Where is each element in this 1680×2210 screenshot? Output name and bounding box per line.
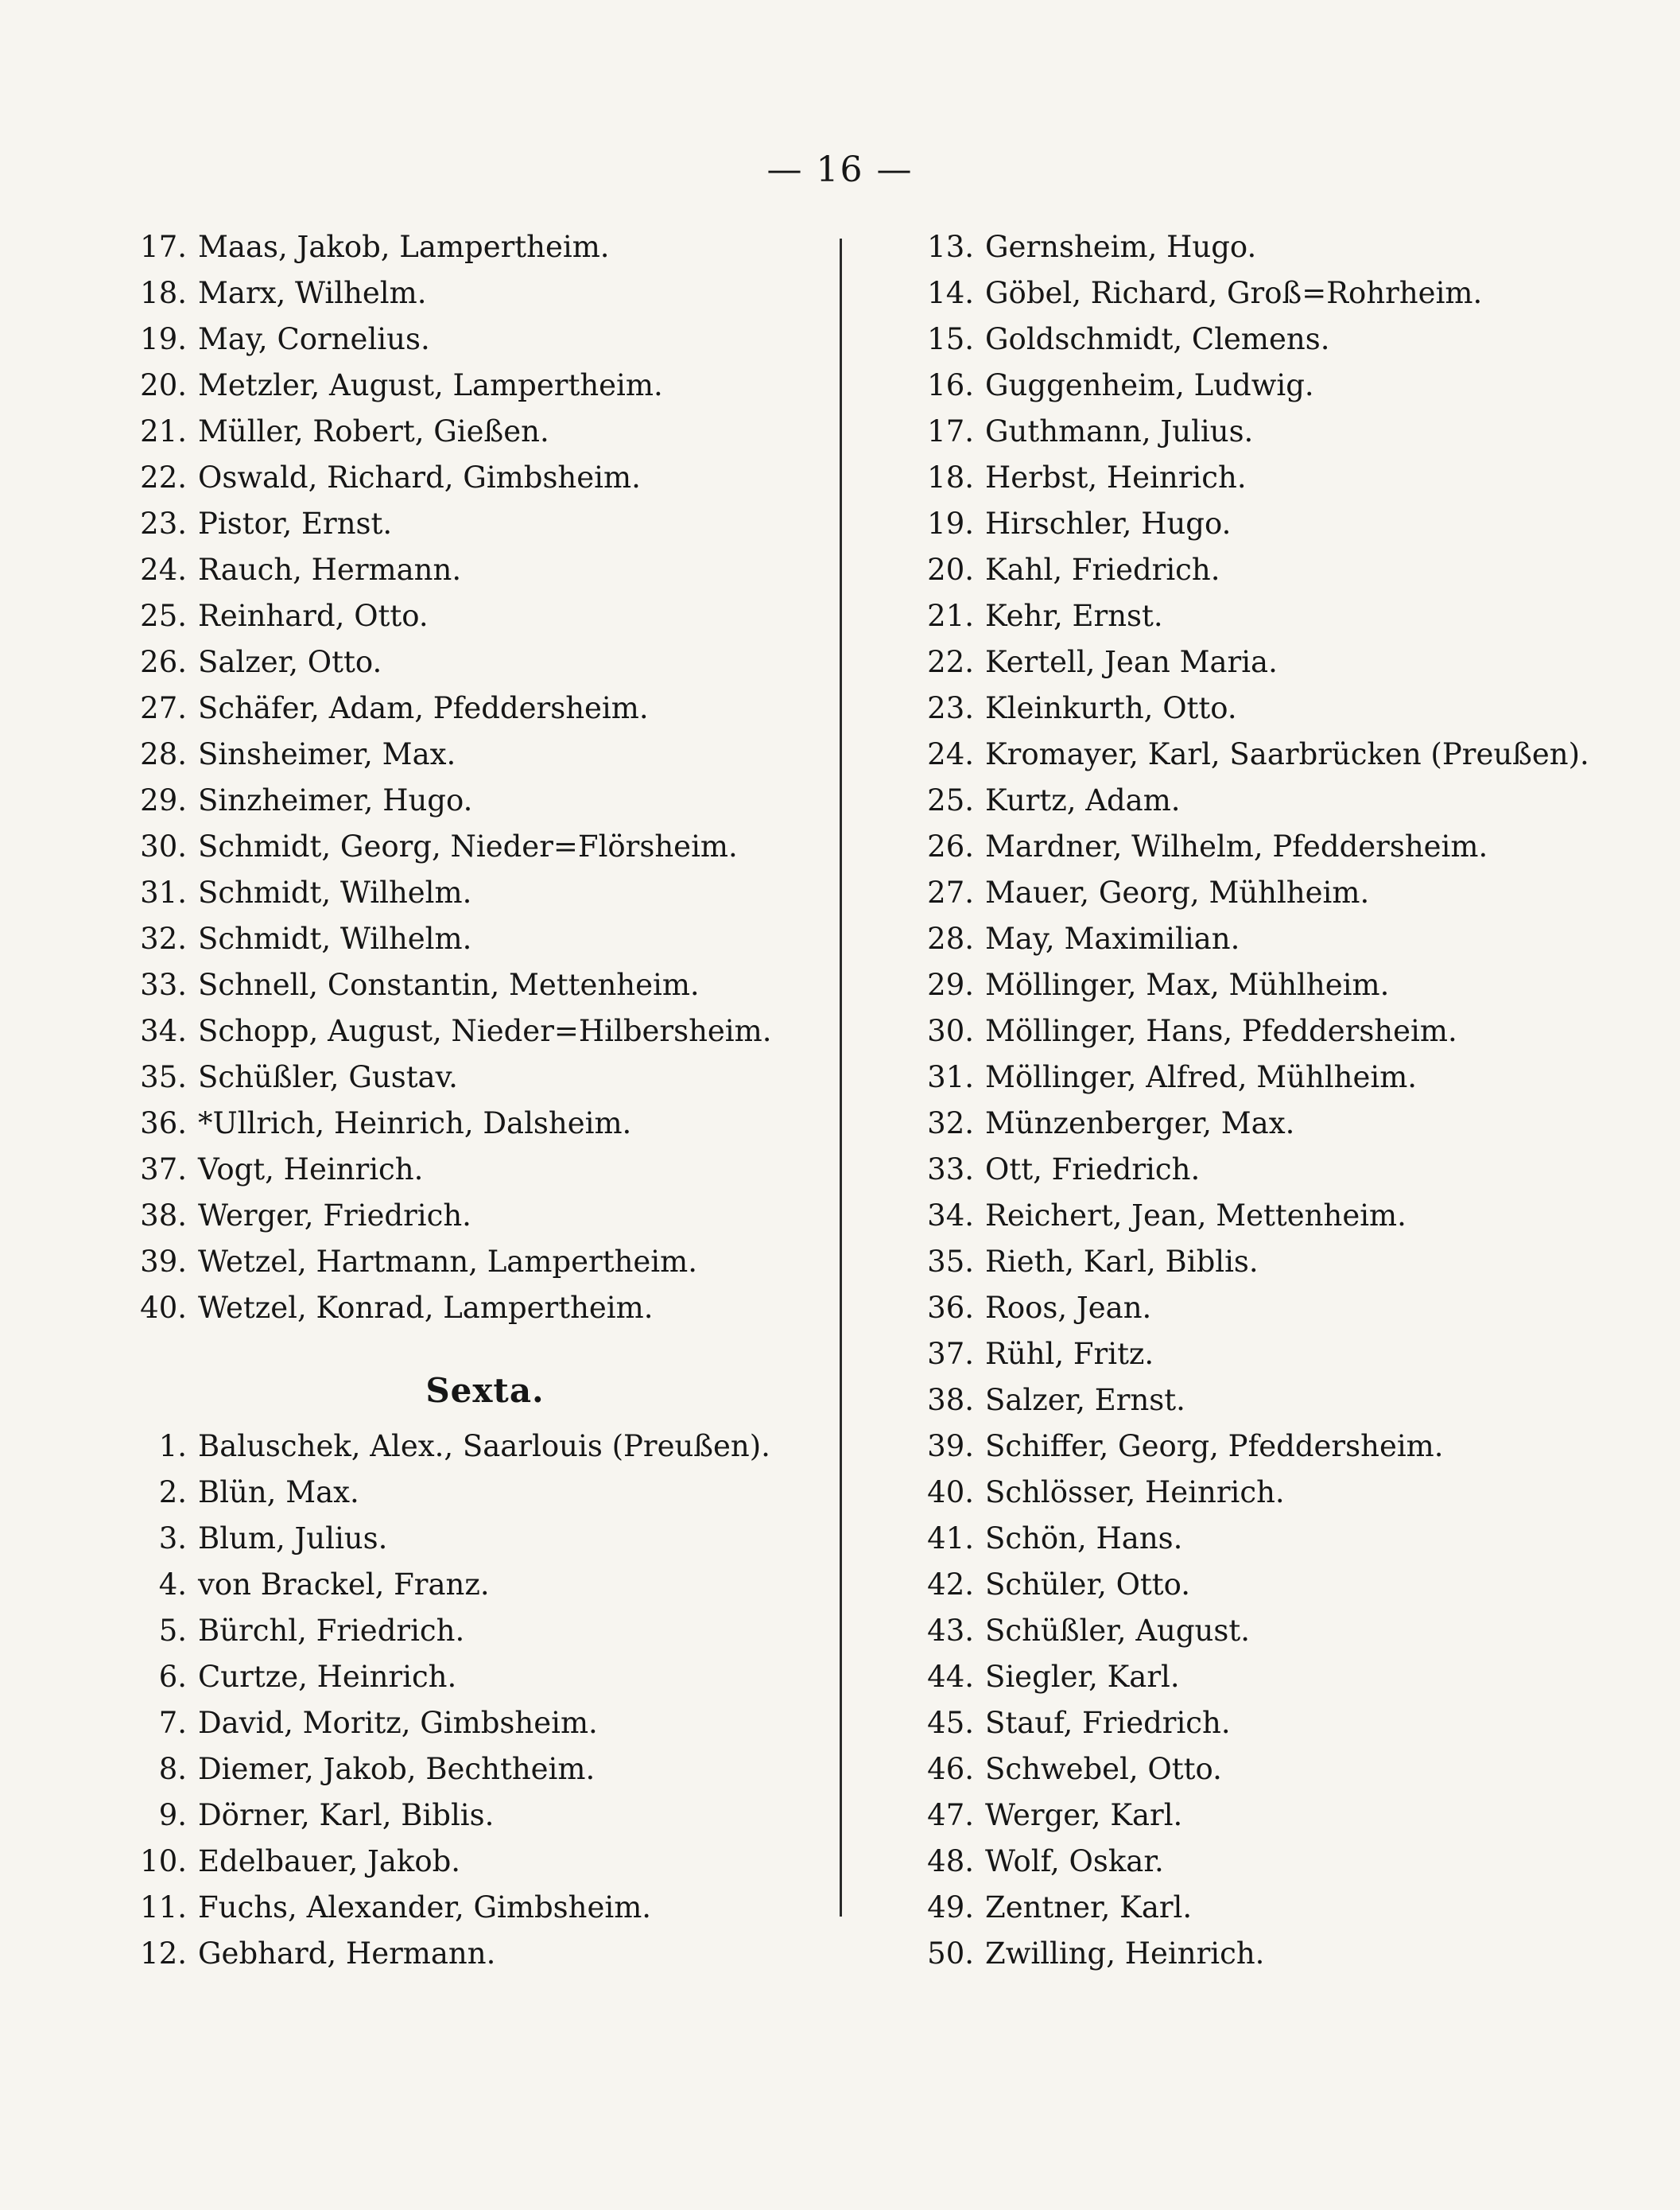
left-entry-list-top [119,224,819,1331]
entry-name: Schopp, August, Nieder=Hilbersheim. [198,1014,772,1048]
list-item [906,501,1654,547]
entry-name: Schäfer, Adam, Pfeddersheim. [198,691,649,725]
entry-number: 17. [927,414,974,449]
list-item [119,1746,819,1792]
list-item [906,1792,1654,1839]
entry-number: 19. [927,507,974,541]
list-item [119,1101,819,1147]
entry-number: 4. [158,1567,187,1602]
entry-number: 18. [927,460,974,495]
list-item [119,686,819,732]
list-item [906,1423,1654,1470]
list-item [906,1885,1654,1931]
entry-number: 6. [158,1660,187,1694]
list-item [906,455,1654,501]
list-item [119,962,819,1008]
entry-name: Goldschmidt, Clemens. [985,322,1330,356]
list-item [119,501,819,547]
entry-number: 30. [927,1014,974,1048]
list-item [119,639,819,686]
entry-number: 5. [158,1614,187,1648]
entry-number: 43. [927,1614,974,1648]
entry-name: Diemer, Jakob, Bechtheim. [198,1752,596,1786]
right-entry-list [906,224,1654,1977]
entry-name: Schüßler, August. [985,1614,1250,1648]
entry-name: Schüler, Otto. [985,1567,1191,1602]
list-item [119,363,819,409]
list-item [119,1654,819,1700]
list-item [906,962,1654,1008]
list-item [119,1470,819,1516]
entry-name: Rauch, Hermann. [198,553,462,587]
entry-name: Göbel, Richard, Groß=Rohrheim. [985,276,1483,310]
entry-number: 37. [927,1337,974,1371]
list-item [119,1055,819,1101]
list-item [906,686,1654,732]
entry-name: Marx, Wilhelm. [198,276,427,310]
entry-name: Reichert, Jean, Mettenheim. [985,1198,1406,1233]
entry-number: 33. [140,968,187,1002]
list-item [119,1839,819,1885]
entry-name: Schmidt, Wilhelm. [198,922,472,956]
entry-name: Münzenberger, Max. [985,1106,1295,1140]
entry-number: 31. [927,1060,974,1094]
list-item [119,778,819,824]
entry-name: Mauer, Georg, Mühlheim. [985,876,1370,910]
entry-name: Kertell, Jean Maria. [985,645,1278,679]
list-item [906,547,1654,593]
list-item [119,1423,819,1470]
entry-name: Baluschek, Alex., Saarlouis (Preußen). [198,1429,770,1463]
list-item [119,1193,819,1239]
entry-name: Kromayer, Karl, Saarbrücken (Preußen). [985,737,1589,771]
list-item [906,1377,1654,1423]
entry-number: 23. [140,507,187,541]
entry-name: Oswald, Richard, Gimbsheim. [198,460,641,495]
list-item [906,1147,1654,1193]
entry-number: 27. [927,876,974,910]
list-item [119,1562,819,1608]
entry-number: 35. [140,1060,187,1094]
section-heading-sexta: Sexta. [425,1371,545,1410]
entry-number: 26. [927,829,974,864]
entry-number: 44. [927,1660,974,1694]
entry-name: Möllinger, Hans, Pfeddersheim. [985,1014,1457,1048]
entry-name: Sinsheimer, Max. [198,737,456,771]
entry-number: 34. [927,1198,974,1233]
list-item [906,639,1654,686]
left-entry-list-bottom [119,1423,819,1977]
entry-number: 49. [927,1890,974,1925]
entry-name: Stauf, Friedrich. [985,1706,1231,1740]
entry-name: Wolf, Oskar. [985,1844,1164,1878]
list-item [119,916,819,962]
entry-name: Reinhard, Otto. [198,599,429,633]
list-item [119,1792,819,1839]
list-item [906,1008,1654,1055]
list-item [119,1147,819,1193]
entry-number: 40. [140,1291,187,1325]
entry-number: 38. [927,1383,974,1417]
entry-name: Kahl, Friedrich. [985,553,1220,587]
list-item [119,1008,819,1055]
entry-number: 36. [927,1291,974,1325]
entry-name: Kehr, Ernst. [985,599,1163,633]
entry-name: Wetzel, Hartmann, Lampertheim. [198,1245,697,1279]
entry-number: 50. [927,1936,974,1971]
entry-name: Mardner, Wilhelm, Pfeddersheim. [985,829,1488,864]
list-item [119,224,819,270]
entry-name: Maas, Jakob, Lampertheim. [198,230,610,264]
list-item [119,409,819,455]
entry-name: May, Maximilian. [985,922,1240,956]
list-item [906,1331,1654,1377]
entry-name: Gernsheim, Hugo. [985,230,1257,264]
entry-number: 11. [140,1890,187,1925]
entry-number: 33. [927,1152,974,1187]
entry-name: Bürchl, Friedrich. [198,1614,465,1648]
entry-name: Werger, Friedrich. [198,1198,471,1233]
entry-number: 15. [927,322,974,356]
entry-name: Sinzheimer, Hugo. [198,783,473,818]
entry-number: 39. [140,1245,187,1279]
entry-number: 36. [140,1106,187,1140]
entry-name: Fuchs, Alexander, Gimbsheim. [198,1890,652,1925]
list-item [119,593,819,639]
entry-name: Guthmann, Julius. [985,414,1254,449]
entry-number: 28. [927,922,974,956]
entry-number: 22. [140,460,187,495]
entry-number: 47. [927,1798,974,1832]
list-item [906,870,1654,916]
list-item [119,455,819,501]
list-item [906,1239,1654,1285]
entry-number: 3. [158,1521,187,1556]
entry-name: Schnell, Constantin, Mettenheim. [198,968,700,1002]
entry-name: Schüßler, Gustav. [198,1060,458,1094]
list-item [906,1470,1654,1516]
entry-name: Salzer, Otto. [198,645,382,679]
list-item [906,409,1654,455]
entry-number: 25. [140,599,187,633]
entry-name: Werger, Karl. [985,1798,1183,1832]
entry-name: Müller, Robert, Gießen. [198,414,549,449]
entry-name: von Brackel, Franz. [198,1567,490,1602]
entry-name: Ott, Friedrich. [985,1152,1201,1187]
entry-number: 20. [140,368,187,402]
list-item [906,224,1654,270]
entry-number: 16. [927,368,974,402]
entry-number: 26. [140,645,187,679]
list-item [119,547,819,593]
entry-number: 29. [140,783,187,818]
list-item [906,916,1654,962]
entry-name: Rieth, Karl, Biblis. [985,1245,1259,1279]
entry-name: Edelbauer, Jakob. [198,1844,461,1878]
entry-number: 21. [927,599,974,633]
entry-number: 21. [140,414,187,449]
entry-number: 40. [927,1475,974,1509]
list-item [119,1285,819,1331]
entry-name: Kurtz, Adam. [985,783,1181,818]
entry-name: Salzer, Ernst. [985,1383,1185,1417]
entry-name: Schön, Hans. [985,1521,1183,1556]
entry-name: David, Moritz, Gimbsheim. [198,1706,598,1740]
entry-name: Hirschler, Hugo. [985,507,1232,541]
entry-number: 24. [140,553,187,587]
page-number: — 16 — [766,150,914,190]
list-item [906,593,1654,639]
entry-number: 28. [140,737,187,771]
list-item [119,1931,819,1977]
entry-name: Zentner, Karl. [985,1890,1193,1925]
entry-name: Blum, Julius. [198,1521,388,1556]
list-item [906,1562,1654,1608]
list-item [906,363,1654,409]
list-item [906,1746,1654,1792]
entry-number: 8. [158,1752,187,1786]
entry-number: 9. [158,1798,187,1832]
list-item [119,1239,819,1285]
list-item [906,824,1654,870]
entry-number: 48. [927,1844,974,1878]
entry-number: 23. [927,691,974,725]
entry-number: 31. [140,876,187,910]
list-item [119,1700,819,1746]
entry-name: Guggenheim, Ludwig. [985,368,1314,402]
entry-number: 22. [927,645,974,679]
column-divider [840,239,842,1917]
entry-name: Wetzel, Konrad, Lampertheim. [198,1291,654,1325]
list-item [119,870,819,916]
entry-number: 32. [927,1106,974,1140]
entry-name: Rühl, Fritz. [985,1337,1154,1371]
list-item [119,317,819,363]
entry-name: Dörner, Karl, Biblis. [198,1798,495,1832]
entry-name: Schiffer, Georg, Pfeddersheim. [985,1429,1444,1463]
list-item [906,1055,1654,1101]
list-item [906,1516,1654,1562]
list-item [119,1608,819,1654]
list-item [906,317,1654,363]
list-item [119,732,819,778]
list-item [906,1931,1654,1977]
list-item [906,270,1654,317]
entry-number: 10. [140,1844,187,1878]
entry-number: 46. [927,1752,974,1786]
entry-number: 37. [140,1152,187,1187]
entry-name: Siegler, Karl. [985,1660,1180,1694]
entry-number: 7. [158,1706,187,1740]
entry-name: Curtze, Heinrich. [198,1660,457,1694]
list-item [119,824,819,870]
list-item [906,1193,1654,1239]
entry-number: 13. [927,230,974,264]
entry-number: 38. [140,1198,187,1233]
entry-name: Schwebel, Otto. [985,1752,1222,1786]
entry-number: 29. [927,968,974,1002]
entry-name: Schmidt, Georg, Nieder=Flörsheim. [198,829,738,864]
entry-name: Schmidt, Wilhelm. [198,876,472,910]
list-item [119,270,819,317]
list-item [906,732,1654,778]
entry-name: Kleinkurth, Otto. [985,691,1237,725]
left-column [119,224,819,1977]
list-item [906,1839,1654,1885]
entry-number: 35. [927,1245,974,1279]
entry-number: 12. [140,1936,187,1971]
entry-name: May, Cornelius. [198,322,430,356]
entry-number: 1. [158,1429,187,1463]
list-item [119,1885,819,1931]
list-item [906,1700,1654,1746]
entry-number: 41. [927,1521,974,1556]
entry-number: 34. [140,1014,187,1048]
entry-name: *Ullrich, Heinrich, Dalsheim. [198,1106,632,1140]
entry-name: Vogt, Heinrich. [198,1152,424,1187]
entry-name: Zwilling, Heinrich. [985,1936,1265,1971]
entry-name: Gebhard, Hermann. [198,1936,496,1971]
entry-number: 32. [140,922,187,956]
right-column [906,224,1654,1977]
entry-number: 17. [140,230,187,264]
entry-number: 18. [140,276,187,310]
entry-name: Schlösser, Heinrich. [985,1475,1285,1509]
entry-name: Möllinger, Alfred, Mühlheim. [985,1060,1418,1094]
entry-number: 19. [140,322,187,356]
entry-name: Möllinger, Max, Mühlheim. [985,968,1390,1002]
list-item [906,778,1654,824]
entry-name: Blün, Max. [198,1475,359,1509]
entry-number: 42. [927,1567,974,1602]
entry-number: 14. [927,276,974,310]
entry-name: Pistor, Ernst. [198,507,393,541]
entry-number: 25. [927,783,974,818]
list-item [906,1654,1654,1700]
entry-number: 30. [140,829,187,864]
entry-number: 2. [158,1475,187,1509]
entry-name: Roos, Jean. [985,1291,1152,1325]
entry-number: 20. [927,553,974,587]
entry-number: 27. [140,691,187,725]
list-item [906,1285,1654,1331]
entry-name: Herbst, Heinrich. [985,460,1247,495]
entry-number: 39. [927,1429,974,1463]
list-item [119,1516,819,1562]
list-item [906,1101,1654,1147]
entry-number: 45. [927,1706,974,1740]
entry-number: 24. [927,737,974,771]
list-item [906,1608,1654,1654]
entry-name: Metzler, August, Lampertheim. [198,368,663,402]
